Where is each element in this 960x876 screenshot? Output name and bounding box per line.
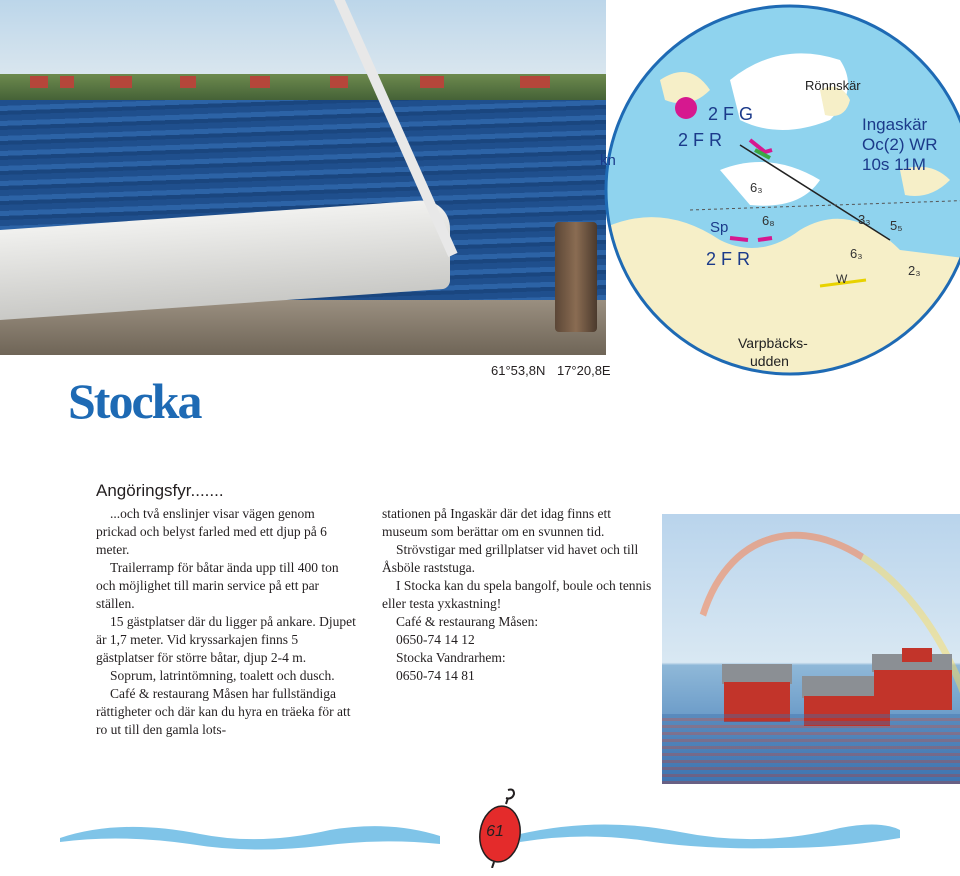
map-depth-63b: 6₃: [850, 246, 863, 261]
map-label-udden: udden: [750, 353, 789, 369]
paragraph: Trailerramp för båtar ända upp till 400 ton och möjlighet till marin service på ett par ställen.: [96, 560, 339, 611]
map-label-sp: Sp: [710, 219, 729, 236]
text-column-1: [96, 505, 358, 739]
paragraph: 15 gästplatser där du ligger på ankare. Djupet är 1,7 meter. Vid kryssarkajen finns 5 gästplatser för större båtar, djup 2-4 m.: [96, 614, 356, 665]
paragraph: I Stocka kan du spela bangolf, boule och tennis eller testa yxkastning!: [382, 578, 652, 611]
contact-label: Café & restaurang Måsen:: [396, 614, 539, 629]
harbour-photo: [0, 0, 606, 355]
paragraph: Café & restaurang Måsen har fullständiga rättigheter och där kan du hyra en träeka för att ro ut till den gamla lots-: [96, 686, 351, 737]
map-label-ingaskar: Ingaskär: [862, 115, 928, 134]
map-depth-23: 2₃: [908, 263, 921, 278]
phone-number: 0650-74 14 81: [396, 668, 475, 683]
map-depth-63a: 6₃: [750, 180, 763, 195]
map-label-fr2: 2 F R: [706, 249, 751, 269]
map-depth-68: 6₈: [762, 213, 775, 228]
phone-number: 0650-74 14 12: [396, 632, 475, 647]
map-label-w: W: [836, 272, 848, 286]
paragraph: stationen på Ingaskär där det idag finns ett museum som berättar om en svunnen tid.: [382, 506, 612, 539]
subtitle: Angöringsfyr.......: [96, 481, 224, 500]
map-label-fg: 2 F G: [708, 104, 754, 124]
map-label-period: 10s 11M: [862, 155, 926, 174]
map-depth-55: 5₅: [890, 218, 903, 233]
contact-label: Stocka Vandrarhem:: [396, 650, 506, 665]
map-label-ronnskar: Rönnskär: [805, 78, 861, 93]
boathouse-photo: [662, 514, 960, 784]
page-title: Stocka: [68, 373, 201, 429]
paragraph: ...och två enslinjer visar vägen genom prickad och belyst farled med ett djup på 6 meter.: [96, 506, 327, 557]
nautical-chart: [600, 0, 960, 385]
paragraph: Strövstigar med grillplatser vid havet och till Åsböle raststuga.: [382, 542, 639, 575]
text-column-2: [382, 505, 652, 685]
page-number: 61: [486, 823, 504, 840]
map-depth-33: 3₃: [858, 212, 871, 227]
map-label-fr1: 2 F R: [678, 130, 723, 150]
map-label-kn: kn: [600, 152, 616, 169]
coordinates: 61°53,8N 17°20,8E: [491, 363, 611, 378]
map-label-light: Oc(2) WR: [862, 135, 938, 154]
map-label-varpbacks: Varpbäcks-: [738, 335, 808, 351]
paragraph: Soprum, latrintömning, toalett och dusch.: [110, 668, 335, 683]
